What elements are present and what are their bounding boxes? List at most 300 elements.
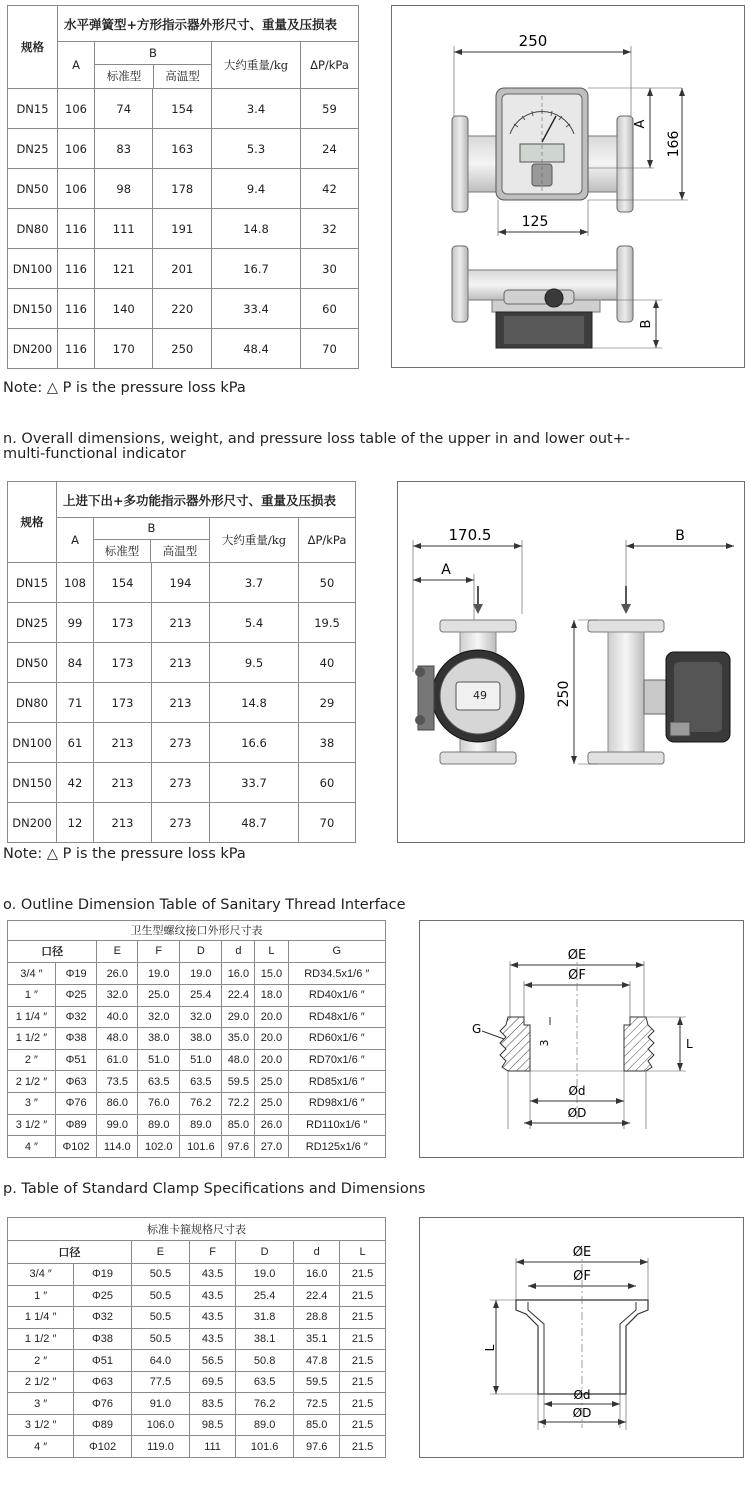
table-cell: 83 (95, 129, 153, 169)
table-cell: DN50 (8, 169, 58, 209)
table-upper-in-lower-out (7, 481, 356, 843)
table-cell: Φ89 (55, 1114, 97, 1136)
table-cell: 97.6 (294, 1436, 340, 1458)
table-cell: Φ38 (74, 1328, 132, 1350)
table-cell: 170 (95, 329, 153, 369)
table-cell: 273 (151, 763, 209, 803)
table-cell: 3 1/2 ″ (8, 1414, 74, 1436)
table-cell: 106 (58, 129, 95, 169)
table-cell: 140 (95, 289, 153, 329)
table-cell: 33.7 (210, 763, 299, 803)
table-cell: 42 (57, 763, 94, 803)
table-cell: 61 (57, 723, 94, 763)
dim-e: ØE (567, 948, 587, 963)
table-cell: 108 (57, 563, 94, 603)
table-cell: 213 (94, 723, 152, 763)
table-row (8, 1328, 386, 1350)
table-cell: 15.0 (255, 963, 288, 985)
table-cell: 97.6 (222, 1136, 255, 1158)
upper-in-lower-out-drawing (398, 482, 744, 842)
note-pressure-loss-1: Note: △ P is the pressure loss kPa (3, 380, 246, 396)
table-cell: DN100 (8, 723, 57, 763)
table-cell: 194 (151, 563, 209, 603)
header-a: A (58, 42, 95, 89)
table-row (8, 89, 359, 129)
dim-d-small: Ød (568, 1084, 586, 1098)
table-cell: RD110x1/6 ″ (288, 1114, 386, 1136)
header-weight: 大约重量/kg (212, 42, 301, 89)
table-row (8, 169, 359, 209)
table-cell: DN150 (8, 289, 58, 329)
table-cell: 50.5 (131, 1264, 189, 1286)
table-cell: DN80 (8, 683, 57, 723)
table-cell: 213 (94, 763, 152, 803)
table-cell: 63.5 (235, 1371, 293, 1393)
table-row (8, 563, 356, 603)
table-row (8, 1093, 386, 1115)
table-cell: 116 (58, 329, 95, 369)
table-cell: 38.1 (235, 1328, 293, 1350)
table-cell: 29.0 (222, 1006, 255, 1028)
table-cell: 14.8 (212, 209, 301, 249)
table-cell: Φ76 (55, 1093, 97, 1115)
table-cell: 21.5 (340, 1371, 386, 1393)
table-cell: 3.4 (212, 89, 301, 129)
table-cell: 43.5 (190, 1328, 236, 1350)
table-row (8, 249, 359, 289)
table-cell: Φ102 (74, 1436, 132, 1458)
table-cell: 116 (58, 209, 95, 249)
table-cell: RD34.5x1/6 ″ (288, 963, 386, 985)
table-cell: 173 (94, 683, 152, 723)
header-spec: 规格 (8, 6, 58, 89)
table-row (8, 329, 359, 369)
dim-b-label: B (675, 528, 685, 544)
table-cell: Φ38 (55, 1028, 97, 1050)
table-cell: 1 1/2 ″ (8, 1328, 74, 1350)
table-cell: 21.5 (340, 1264, 386, 1286)
table-row (8, 603, 356, 643)
table-cell: 38 (299, 723, 356, 763)
table-cell: Φ25 (55, 984, 97, 1006)
table-cell: 9.4 (212, 169, 301, 209)
figure-horizontal-meter (391, 5, 745, 368)
table-cell: 31.8 (235, 1307, 293, 1329)
header-b-high-temp: 高温型 (162, 544, 198, 558)
table-cell: Φ19 (55, 963, 97, 985)
table-cell: 32.0 (138, 1006, 180, 1028)
table-row (8, 803, 356, 843)
table-cell: 16.0 (222, 963, 255, 985)
header-a: A (57, 518, 94, 563)
table-cell: DN25 (8, 129, 58, 169)
table-cell: RD60x1/6 ″ (288, 1028, 386, 1050)
table-cell: DN200 (8, 803, 57, 843)
table-cell: 5.4 (210, 603, 299, 643)
horizontal-meter-drawing (392, 6, 744, 367)
table-cell: Φ25 (74, 1285, 132, 1307)
table-cell: 89.0 (138, 1114, 180, 1136)
table-cell: 1 1/4 ″ (8, 1006, 56, 1028)
table-cell: DN150 (8, 763, 57, 803)
section-o-title: o. Outline Dimension Table of Sanitary Thread Interface (3, 897, 406, 913)
indicator-display-value: 49 (473, 689, 487, 702)
table-cell: DN100 (8, 249, 58, 289)
table-cell: 25.0 (138, 984, 180, 1006)
table-title: 水平弹簧型+方形指示器外形尺寸、重量及压损表 (58, 6, 359, 42)
header-b: B (94, 518, 209, 540)
table-cell: 48.7 (210, 803, 299, 843)
table-cell: DN25 (8, 603, 57, 643)
dim-width-170-5: 170.5 (448, 526, 492, 544)
table-title: 标准卡箍规格尺寸表 (8, 1218, 386, 1241)
table-cell: 173 (94, 603, 152, 643)
table-cell: 154 (153, 89, 212, 129)
table-cell: 101.6 (235, 1436, 293, 1458)
table-row (8, 723, 356, 763)
table-cell: 213 (94, 803, 152, 843)
table-cell: RD125x1/6 ″ (288, 1136, 386, 1158)
table-cell: 60 (299, 763, 356, 803)
table-cell: DN15 (8, 563, 57, 603)
table-cell: DN50 (8, 643, 57, 683)
header-weight: 大约重量/kg (210, 518, 299, 563)
dim-l: L (483, 1344, 497, 1352)
figure-standard-clamp (419, 1217, 744, 1458)
table-cell: 21.5 (340, 1307, 386, 1329)
table-cell: 74 (95, 89, 153, 129)
table-row (8, 289, 359, 329)
table-cell: 12 (57, 803, 94, 843)
table-row (8, 1049, 386, 1071)
table-cell: 21.5 (340, 1436, 386, 1458)
table-cell: 43.5 (190, 1307, 236, 1329)
table-cell: 3/4 ″ (8, 1264, 74, 1286)
header-dp: ΔP/kPa (301, 42, 359, 89)
table-cell: 101.6 (180, 1136, 222, 1158)
table-cell: 50 (299, 563, 356, 603)
table-cell: 51.0 (180, 1049, 222, 1071)
header-b-standard: 标准型 (95, 65, 154, 88)
table-cell: 25.0 (255, 1071, 288, 1093)
table-cell: 30 (301, 249, 359, 289)
table-cell: 19.0 (235, 1264, 293, 1286)
table-cell: DN80 (8, 209, 58, 249)
table-cell: 1 1/2 ″ (8, 1028, 56, 1050)
table-horizontal-spring (7, 5, 359, 369)
standard-clamp-drawing (420, 1218, 743, 1457)
table-cell: 16.0 (294, 1264, 340, 1286)
table-cell: 22.4 (222, 984, 255, 1006)
table-row (8, 1393, 386, 1415)
table-cell: 70 (301, 329, 359, 369)
table-cell: 116 (58, 289, 95, 329)
table-cell: 25.4 (180, 984, 222, 1006)
table-cell: 86.0 (97, 1093, 138, 1115)
column-header: F (190, 1240, 236, 1264)
section-n-title: n. Overall dimensions, weight, and pressure loss table of the upper in and lower out+- multi-functional indicator (3, 431, 631, 462)
dim-a-label: A (441, 562, 451, 578)
table-cell: 3.7 (210, 563, 299, 603)
table-cell: RD70x1/6 ″ (288, 1049, 386, 1071)
table-cell: 102.0 (138, 1136, 180, 1158)
table-cell: 64.0 (131, 1350, 189, 1372)
table-row (8, 643, 356, 683)
column-header: d (222, 940, 255, 963)
table-cell: 3 1/2 ″ (8, 1114, 56, 1136)
header-spec: 规格 (8, 482, 57, 563)
table-cell: 85.0 (294, 1414, 340, 1436)
table-cell: 9.5 (210, 643, 299, 683)
table-title: 上进下出+多功能指示器外形尺寸、重量及压损表 (57, 482, 356, 518)
table-cell: 21.5 (340, 1414, 386, 1436)
table-cell: 121 (95, 249, 153, 289)
column-header: d (294, 1240, 340, 1264)
header-b: B (95, 42, 211, 65)
table-cell: Φ51 (74, 1350, 132, 1372)
table-cell: 116 (58, 249, 95, 289)
table-cell: 213 (151, 683, 209, 723)
table-cell: 63.5 (138, 1071, 180, 1093)
table-cell: 85.0 (222, 1114, 255, 1136)
column-header: E (131, 1240, 189, 1264)
column-header: D (180, 940, 222, 963)
figure-sanitary-thread (419, 920, 744, 1158)
table-cell: 26.0 (255, 1114, 288, 1136)
table-cell: 213 (151, 603, 209, 643)
table-cell: 114.0 (97, 1136, 138, 1158)
table-cell: 38.0 (180, 1028, 222, 1050)
table-cell: 111 (190, 1436, 236, 1458)
table-cell: Φ19 (74, 1264, 132, 1286)
table-cell: 19.0 (180, 963, 222, 985)
section-p-title: p. Table of Standard Clamp Specifications and Dimensions (3, 1181, 426, 1197)
table-cell: 71 (57, 683, 94, 723)
table-cell: 1 ″ (8, 1285, 74, 1307)
column-header: E (97, 940, 138, 963)
table-cell: 27.0 (255, 1136, 288, 1158)
table-cell: 250 (153, 329, 212, 369)
table-row (8, 209, 359, 249)
table-cell: 59.5 (222, 1071, 255, 1093)
table-cell: 273 (151, 723, 209, 763)
table-cell: 18.0 (255, 984, 288, 1006)
dim-d-big: ØD (567, 1106, 587, 1120)
table-cell: 61.0 (97, 1049, 138, 1071)
table-cell: 56.5 (190, 1350, 236, 1372)
table-cell: 98 (95, 169, 153, 209)
table-cell: 51.0 (138, 1049, 180, 1071)
dim-e: ØE (572, 1245, 592, 1260)
table-cell: 73.5 (97, 1071, 138, 1093)
table-cell: 63.5 (180, 1071, 222, 1093)
table-cell: 33.4 (212, 289, 301, 329)
table-cell: 50.5 (131, 1285, 189, 1307)
dim-b-label: B (639, 319, 654, 329)
label-g: G (472, 1022, 482, 1036)
table-cell: 220 (153, 289, 212, 329)
figure-upper-in-lower-out-meter (397, 481, 745, 843)
table-cell: 14.8 (210, 683, 299, 723)
dim-f: ØF (568, 968, 586, 983)
table-cell: 21.5 (340, 1350, 386, 1372)
table-cell: 32.0 (97, 984, 138, 1006)
table-cell: 59.5 (294, 1371, 340, 1393)
table-cell: RD48x1/6 ″ (288, 1006, 386, 1028)
header-b-standard: 标准型 (94, 540, 151, 562)
dim-f: ØF (573, 1269, 591, 1284)
table-cell: 72.2 (222, 1093, 255, 1115)
table-sanitary-thread (7, 920, 386, 1158)
table-cell: 16.6 (210, 723, 299, 763)
dim-height-250: 250 (556, 680, 572, 708)
table-cell: 106 (58, 169, 95, 209)
table-cell: 19.0 (138, 963, 180, 985)
table-cell: 111 (95, 209, 153, 249)
dim-inner-125: 125 (521, 214, 549, 230)
table-cell: 154 (94, 563, 152, 603)
table-cell: 163 (153, 129, 212, 169)
table-row (8, 963, 386, 985)
table-cell: 40 (299, 643, 356, 683)
table-cell: 83.5 (190, 1393, 236, 1415)
table-cell: 40.0 (97, 1006, 138, 1028)
table-cell: 89.0 (180, 1114, 222, 1136)
table-cell: 60 (301, 289, 359, 329)
table-cell: 3/4 ″ (8, 963, 56, 985)
table-cell: 48.4 (212, 329, 301, 369)
table-cell: 5.3 (212, 129, 301, 169)
dim-a-label: A (633, 119, 648, 129)
table-cell: DN15 (8, 89, 58, 129)
table-cell: 76.0 (138, 1093, 180, 1115)
table-cell: 76.2 (180, 1093, 222, 1115)
header-b-group (94, 518, 210, 563)
table-cell: 273 (151, 803, 209, 843)
column-header: F (138, 940, 180, 963)
dim-d-big: ØD (572, 1406, 592, 1420)
table-row (8, 1285, 386, 1307)
table-cell: 201 (153, 249, 212, 289)
dim-3: 3 (538, 1039, 551, 1047)
table-cell: 106 (58, 89, 95, 129)
table-cell: 21.5 (340, 1393, 386, 1415)
table-cell: 43.5 (190, 1285, 236, 1307)
table-cell: 70 (299, 803, 356, 843)
table-cell: 76.2 (235, 1393, 293, 1415)
table-cell: 20.0 (255, 1028, 288, 1050)
table-standard-clamp (7, 1217, 386, 1458)
table-cell: 1 1/4 ″ (8, 1307, 74, 1329)
table-cell: 89.0 (235, 1414, 293, 1436)
table-cell: 3 ″ (8, 1393, 74, 1415)
table-row (8, 1436, 386, 1458)
table-cell: 24 (301, 129, 359, 169)
table-cell: 2 1/2 ″ (8, 1371, 74, 1393)
header-dp: ΔP/kPa (299, 518, 356, 563)
table-cell: Φ76 (74, 1393, 132, 1415)
table-cell: 35.1 (294, 1328, 340, 1350)
table-row (8, 683, 356, 723)
table-row (8, 984, 386, 1006)
table-cell: Φ63 (55, 1071, 97, 1093)
table-cell: 26.0 (97, 963, 138, 985)
table-row (8, 1136, 386, 1158)
table-row (8, 1028, 386, 1050)
table-cell: 178 (153, 169, 212, 209)
table-cell: 48.0 (222, 1049, 255, 1071)
table-cell: 32 (301, 209, 359, 249)
table-cell: 213 (151, 643, 209, 683)
table-row (8, 1307, 386, 1329)
table-cell: 59 (301, 89, 359, 129)
table-row (8, 763, 356, 803)
table-row (8, 1371, 386, 1393)
column-header: D (235, 1240, 293, 1264)
table-cell: Φ32 (74, 1307, 132, 1329)
table-cell: RD98x1/6 ″ (288, 1093, 386, 1115)
dim-height-166: 166 (666, 130, 682, 158)
table-cell: 48.0 (97, 1028, 138, 1050)
table-cell: 191 (153, 209, 212, 249)
sanitary-thread-drawing (420, 921, 743, 1157)
table-cell: 50.8 (235, 1350, 293, 1372)
table-cell: 19.5 (299, 603, 356, 643)
table-row (8, 129, 359, 169)
table-cell: Φ32 (55, 1006, 97, 1028)
dim-l: L (686, 1037, 693, 1051)
table-row (8, 1414, 386, 1436)
column-header: G (288, 940, 386, 963)
table-cell: 42 (301, 169, 359, 209)
table-cell: 2 ″ (8, 1350, 74, 1372)
table-cell: 50.5 (131, 1328, 189, 1350)
table-cell: 119.0 (131, 1436, 189, 1458)
table-cell: 1 ″ (8, 984, 56, 1006)
table-cell: Φ63 (74, 1371, 132, 1393)
table-row (8, 1350, 386, 1372)
table-cell: 3 ″ (8, 1093, 56, 1115)
table-cell: 32.0 (180, 1006, 222, 1028)
table-cell: 35.0 (222, 1028, 255, 1050)
note-pressure-loss-2: Note: △ P is the pressure loss kPa (3, 846, 246, 862)
table-cell: 4 ″ (8, 1436, 74, 1458)
table-cell: 28.8 (294, 1307, 340, 1329)
table-cell: 91.0 (131, 1393, 189, 1415)
table-cell: 21.5 (340, 1328, 386, 1350)
table-cell: 84 (57, 643, 94, 683)
column-header: 口径 (8, 940, 97, 963)
table-title: 卫生型螺纹接口外形尺寸表 (8, 921, 386, 941)
table-cell: RD40x1/6 ″ (288, 984, 386, 1006)
table-cell: 98.5 (190, 1414, 236, 1436)
table-cell: 99.0 (97, 1114, 138, 1136)
table-cell: 50.5 (131, 1307, 189, 1329)
table-cell: 21.5 (340, 1285, 386, 1307)
header-b-group (95, 42, 212, 89)
table-cell: 72.5 (294, 1393, 340, 1415)
header-b-high-temp: 高温型 (165, 69, 200, 83)
table-row (8, 1114, 386, 1136)
table-cell: 173 (94, 643, 152, 683)
table-cell: 25.4 (235, 1285, 293, 1307)
dim-width-250: 250 (518, 32, 548, 50)
column-header: 口径 (8, 1240, 132, 1264)
table-row (8, 1006, 386, 1028)
table-cell: 2 1/2 ″ (8, 1071, 56, 1093)
table-cell: 38.0 (138, 1028, 180, 1050)
table-cell: Φ51 (55, 1049, 97, 1071)
